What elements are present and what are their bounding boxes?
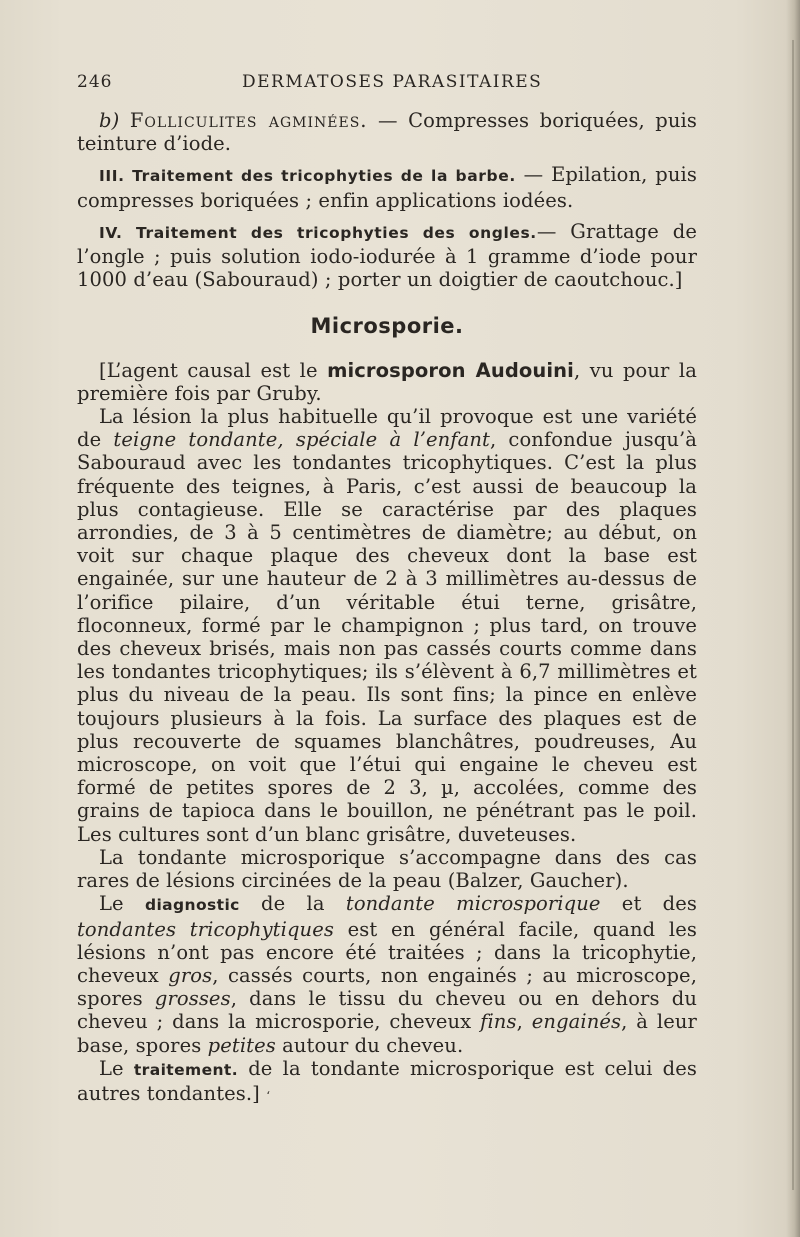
section-text-ongles: — Grattage de l’ongle ; puis solution iodo-iodurée à 1 gramme d’iode pour 1000 d’eau (Sabouraud) ; porter un doigtier de caoutchouc.]	[77, 219, 697, 292]
section-label-b: b)	[99, 109, 120, 132]
section-label-iv: IV. Traitement des tricophyties des ongles.	[99, 223, 537, 242]
text-run: et des	[600, 892, 697, 916]
text-run: , cassés courts, non engainés ; au microscope, spores	[77, 963, 697, 1011]
term-diagnostic: diagnostic	[144, 896, 240, 915]
paragraph-ongles	[77, 220, 697, 292]
emphasis: engainés	[531, 1010, 622, 1034]
organism-name: microsporon Audouini	[327, 358, 574, 382]
section-text-barbe: — Epilation, puis compresses boriquées ; enfin applications iodées.	[77, 163, 697, 212]
text-run: Le	[99, 892, 145, 916]
term-traitement: traitement.	[133, 1060, 239, 1079]
text-run: La lésion la plus habituelle qu’il provoque est une variété de	[77, 405, 697, 452]
emphasis: gros	[168, 963, 213, 987]
text-run: , vu pour la première fois par Gruby.	[77, 358, 697, 405]
section-label-iii: III. Traitement des tricophyties de la barbe.	[99, 167, 516, 186]
paragraph-barbe	[77, 163, 697, 211]
emphasis: petites	[207, 1033, 276, 1057]
text-run: autour du cheveu.	[275, 1033, 464, 1057]
text-run: de la	[239, 892, 346, 916]
emphasis: tondantes tricophytiques	[77, 917, 334, 941]
paragraph-folliculites	[77, 109, 697, 155]
page-edge-rule	[792, 40, 794, 1190]
text-run: Le	[99, 1056, 134, 1080]
running-head	[77, 72, 697, 100]
paragraph-lesion	[77, 405, 697, 846]
paragraph-agent	[77, 359, 697, 405]
text-run: [L’agent causal est le	[99, 358, 328, 382]
paragraph-traitement	[77, 1057, 697, 1108]
emphasis: tondante microsporique	[345, 892, 601, 916]
emphasis: fins	[480, 1010, 517, 1034]
text-run: , confondue jusqu’à Sabouraud avec les tondantes tricophytiques. C’est la plus fréquente des teignes, à Paris, c’est aussi de beaucoup la plus contagieuse. Elle se caractérise par des plaques arrondies, de 3 à 5 centimètres de diamètre; au début, on voit sur chaque plaque des cheveux dont la base est engainée, sur une hauteur de 2 à 3 millimètres au-dessus de l’orifice pilaire, d’un véritable étui terne, grisâtre, floconneux, formé par le champignon ; plus tard, on trouve des cheveux brisés, mais non pas cassés courts comme dans les tondantes tricophytiques; ils s’élèvent à 6,7 millimètres et plus du niveau de la peau. Ils sont fins; la pince en enlève toujours plusieurs à la fois. La surface des plaques est de plus recouverte de squames blanchâtres, poudreuses, Au microscope, on voit que l’étui qui engaine le cheveu est formé de petites spores de 2 3, µ, accolées, comme des grains de tapioca dans le bouillon, ne pénétrant pas le poil. Les cultures sont d’un blanc grisâtre, duveteuses.	[77, 428, 698, 846]
paragraph-circinees: La tondante microsporique s’accompagne dans des cas rares de lésions circinées de la peau (Balzer, Gaucher).	[77, 845, 697, 893]
page-number: 246	[77, 72, 113, 92]
text-column	[77, 72, 697, 1108]
stray-mark: ‘	[266, 1088, 271, 1103]
section-heading: Microsporie.	[310, 314, 464, 339]
text-run: ,	[516, 1010, 532, 1034]
running-title: DERMATOSES PARASITAIRES	[242, 72, 543, 92]
text-run: de la tondante microsporique est celui des autres tondantes.]	[77, 1056, 697, 1105]
body-text	[77, 109, 697, 1108]
section-name-folliculites: Folliculites agminées.	[129, 109, 368, 132]
text-run: est en général facile, quand les lésions n’ont pas encore été traitées ; dans la tricophytie, cheveux	[77, 917, 698, 987]
emphasis-teigne: teigne tondante, spéciale à l’enfant	[113, 428, 490, 452]
emphasis: grosses	[154, 987, 231, 1011]
text-run: , à leur base, spores	[77, 1010, 697, 1057]
text-run: , dans le tissu du cheveu ou en dehors du cheveu ; dans la microsporie, cheveux	[77, 987, 697, 1034]
section-text-folliculites: — Compresses boriquées, puis teinture d’iode.	[77, 109, 697, 156]
paragraph-diagnostic	[77, 892, 697, 1056]
